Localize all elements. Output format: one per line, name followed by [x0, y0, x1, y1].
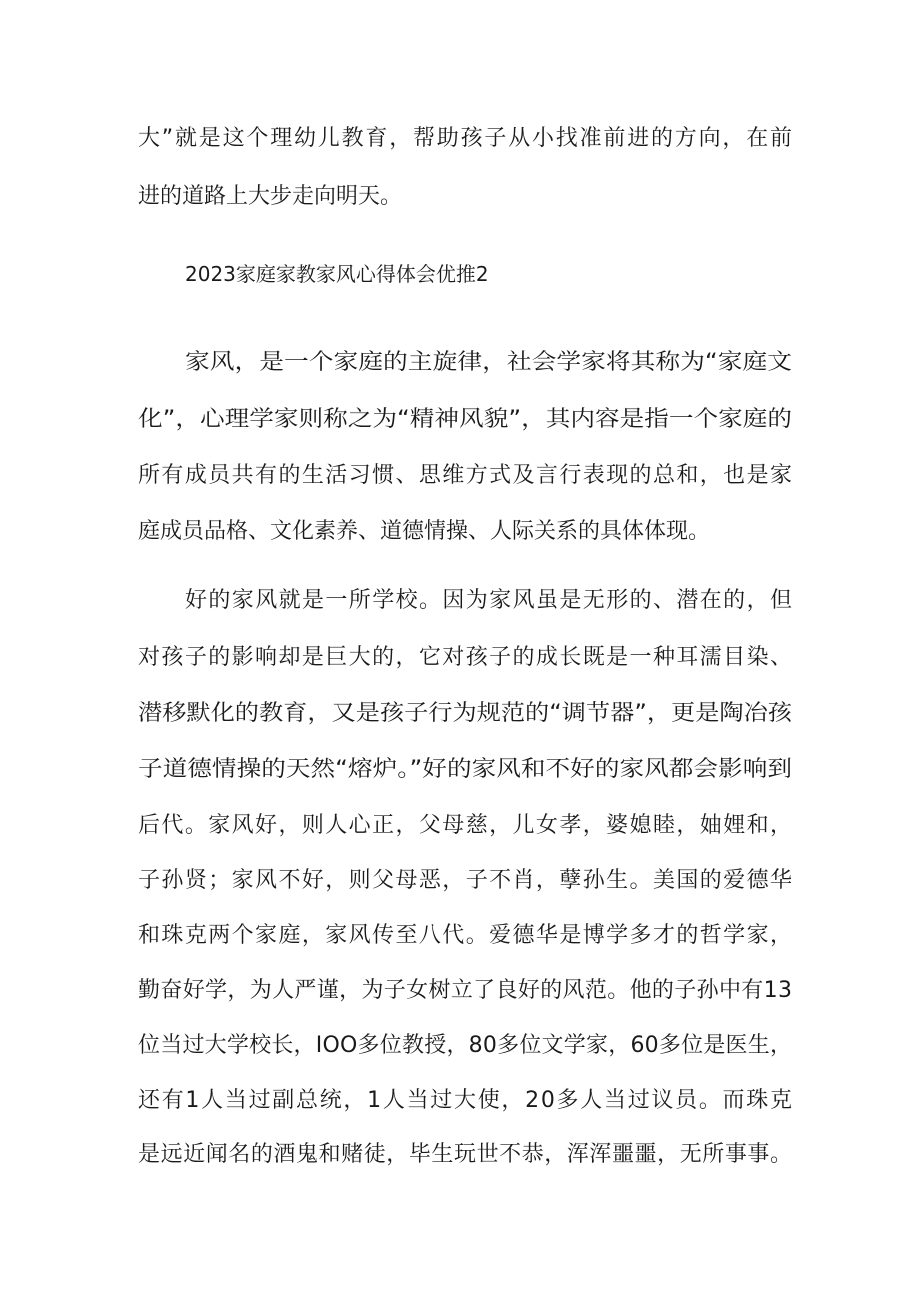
paragraph2-line-6: 子孙贤；家风不好，则父母恶，子不肖，孽孙生。美国的爱德华	[138, 868, 794, 893]
paragraph2-line-2: 对孩子的影响却是巨大的，它对孩子的成长既是一种耳濡目染、	[138, 645, 794, 670]
paragraph1-line-2: 化”，心理学家则称之为“精神风貌”，其内容是指一个家庭的	[138, 407, 793, 432]
paragraph2-line-10: 还有1人当过副总统，1人当过大使，20多人当过议员。而珠克	[138, 1088, 794, 1113]
paragraph2-line-7: 和珠克两个家庭，家风传至八代。爱德华是博学多才的哲学家，	[138, 923, 794, 948]
paragraph1-line-3: 所有成员共有的生活习惯、思维方式及言行表现的总和，也是家	[138, 463, 794, 488]
paragraph2-line-3: 潜移默化的教育，又是孩子行为规范的“调节器”，更是陶冶孩	[138, 701, 792, 726]
paragraph2-line-11: 是远近闻名的酒鬼和赌徒，毕生玩世不恭，浑浑噩噩，无所事事。	[138, 1142, 793, 1167]
section-heading: 2023家庭家教家风心得体会优推2	[185, 262, 489, 286]
continuation-line-1: 大”就是这个理幼儿教育，帮助孩子从小找准前进的方向，在前	[138, 126, 794, 151]
paragraph2-line-5: 后代。家风好，则人心正，父母慈，儿女孝，婆媳睦，妯娌和，	[138, 813, 794, 838]
paragraph2-line-1: 好的家风就是一所学校。因为家风虽是无形的、潜在的，但	[185, 588, 794, 613]
continuation-line-2: 进的道路上大步走向明天。	[138, 184, 403, 209]
paragraph1-line-1: 家风，是一个家庭的主旋律，社会学家将其称为“家庭文	[185, 350, 792, 375]
paragraph2-line-9: 位当过大学校长，IOO多位教授，80多位文学家，60多位是医生，	[138, 1033, 793, 1058]
paragraph2-line-4: 子道德情操的天然“熔炉。”好的家风和不好的家风都会影响到	[138, 757, 792, 782]
paragraph1-line-4: 庭成员品格、文化素养、道德情操、人际关系的具体体现。	[138, 519, 711, 544]
paragraph2-line-8: 勤奋好学，为人严谨，为子女树立了良好的风范。他的子孙中有13	[138, 978, 793, 1003]
